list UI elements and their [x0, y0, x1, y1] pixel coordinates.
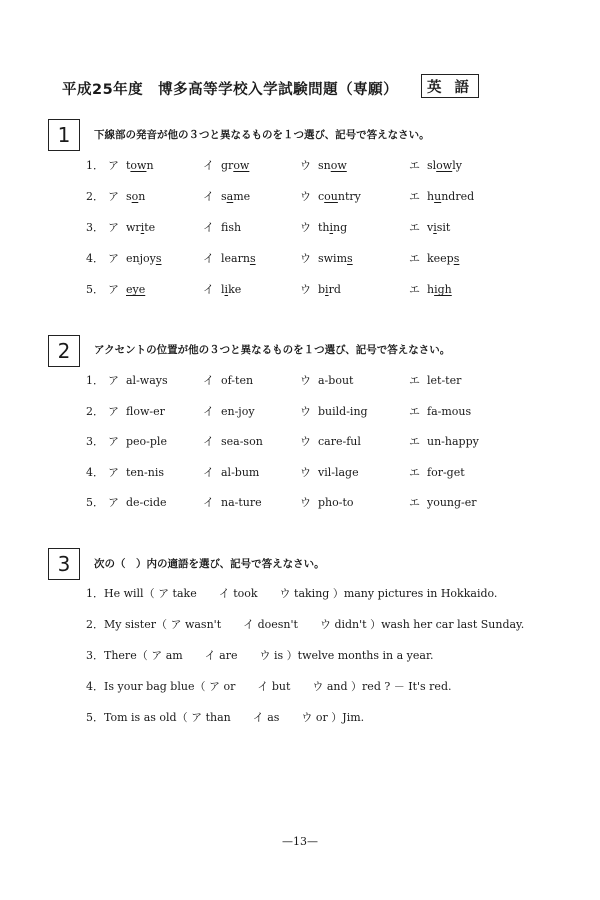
option-key: ウ — [300, 159, 311, 172]
option-text: peo-ple — [126, 435, 167, 448]
question-number: 1． — [86, 374, 104, 387]
section-3-number: 3 — [48, 548, 80, 580]
answer-option — [203, 219, 241, 235]
option-text: ten-nis — [126, 465, 164, 479]
option-key: イ — [203, 221, 214, 234]
option-underlined: i — [224, 283, 229, 296]
option-key: ア — [108, 252, 119, 265]
section-3-sentence: 2．My sister（ ア wasn't イ doesn't ウ didn't ）wash her car last Sunday. — [86, 618, 525, 631]
answer-option — [108, 219, 155, 235]
question-number: 5． — [86, 496, 104, 509]
option-key: エ — [409, 465, 420, 479]
option-text: for-get — [427, 465, 465, 479]
option-text: vil-lage — [318, 465, 359, 479]
section-2-instruction: アクセントの位置が他の３つと異なるものを１つ選び、記号で答えなさい。 — [94, 344, 451, 356]
section-3-sentence: 3．There（ ア am イ are ウ is ）twelve months in a year. — [86, 649, 434, 662]
answer-option — [108, 403, 165, 419]
option-text: ke — [228, 283, 242, 296]
option-text: pho-to — [318, 496, 354, 509]
option-text: un-happy — [427, 435, 479, 448]
answer-option — [203, 464, 259, 480]
option-text: al-bum — [221, 465, 260, 479]
answer-option — [300, 494, 354, 510]
answer-option — [300, 403, 368, 419]
question-row — [86, 372, 556, 390]
option-text: f — [221, 221, 229, 234]
section-3-instruction: 次の（ ）内の適語を選び、記号で答えなさい。 — [94, 558, 325, 570]
answer-option — [108, 464, 164, 480]
option-key: エ — [409, 496, 420, 509]
answer-option — [300, 188, 361, 204]
question-row — [86, 250, 556, 268]
question-row — [86, 403, 556, 421]
option-underlined: eye — [126, 283, 146, 296]
answer-option — [300, 281, 341, 297]
answer-option — [409, 157, 462, 173]
option-key: ウ — [300, 465, 311, 479]
option-key: ア — [108, 283, 119, 296]
option-key: エ — [409, 374, 420, 387]
option-text: v — [427, 221, 434, 234]
option-text: h — [427, 190, 435, 203]
option-text: l — [221, 283, 225, 296]
option-text: a-bout — [318, 374, 354, 387]
option-key: ウ — [300, 496, 311, 509]
question-number: 3． — [86, 435, 104, 448]
option-text: b — [318, 283, 326, 296]
option-underlined: o — [131, 190, 139, 203]
answer-option — [203, 433, 263, 449]
answer-option — [108, 494, 167, 510]
question-number: 3． — [86, 221, 104, 234]
option-key: ア — [108, 496, 119, 509]
option-key: イ — [203, 252, 214, 265]
option-text: en-joy — [221, 404, 255, 418]
option-text: rd — [328, 283, 341, 296]
option-underlined: s — [347, 252, 353, 265]
question-row — [86, 219, 556, 237]
option-text: de-cide — [126, 496, 167, 509]
answer-option — [203, 281, 241, 297]
answer-option — [409, 188, 474, 204]
option-text: sh — [228, 221, 242, 234]
option-key: イ — [203, 283, 214, 296]
option-text: swim — [318, 252, 348, 265]
option-key: ア — [108, 435, 119, 448]
answer-option — [409, 219, 450, 235]
answer-option — [409, 403, 471, 419]
option-key: ウ — [300, 221, 311, 234]
option-text: me — [233, 190, 251, 203]
option-key: ウ — [300, 252, 311, 265]
question-row — [86, 433, 556, 451]
answer-option — [300, 464, 359, 480]
answer-option — [409, 464, 465, 480]
answer-option — [203, 188, 250, 204]
question-number: 4． — [86, 252, 104, 265]
option-key: イ — [203, 374, 214, 387]
question-row — [86, 494, 556, 512]
option-text: sl — [427, 159, 437, 172]
option-text: young-er — [427, 496, 477, 509]
answer-option — [409, 250, 459, 266]
option-key: エ — [409, 221, 420, 234]
section-3-sentence: 5．Tom is as old（ ア than イ as ウ or ）Jim. — [86, 711, 365, 724]
option-text: al-ways — [126, 374, 168, 387]
option-key: エ — [409, 252, 420, 265]
option-text: ndred — [441, 190, 475, 203]
option-text: ly — [452, 159, 462, 172]
answer-option — [300, 372, 353, 388]
option-text: n — [138, 190, 146, 203]
option-text: enjoy — [126, 252, 156, 265]
option-key: ウ — [300, 404, 311, 418]
option-key: イ — [203, 190, 214, 203]
option-text: keep — [427, 252, 454, 265]
option-key: エ — [409, 404, 420, 418]
option-key: イ — [203, 435, 214, 448]
option-key: ア — [108, 190, 119, 203]
option-underlined: ow — [436, 159, 453, 172]
question-row — [86, 157, 556, 175]
option-key: ウ — [300, 374, 311, 387]
option-underlined: u — [434, 190, 442, 203]
question-number: 2． — [86, 404, 104, 418]
answer-option — [203, 157, 249, 173]
question-number: 2． — [86, 190, 104, 203]
section-1-instruction: 下線部の発音が他の３つと異なるものを１つ選び、記号で答えなさい。 — [94, 129, 430, 141]
subject-box: 英 語 — [421, 74, 479, 98]
option-text: n — [146, 159, 154, 172]
option-key: エ — [409, 283, 420, 296]
option-text: sit — [436, 221, 451, 234]
option-key: ウ — [300, 435, 311, 448]
option-underlined: ow — [130, 159, 147, 172]
option-underlined: i — [433, 221, 437, 234]
question-number: 1． — [86, 159, 104, 172]
option-key: ア — [108, 465, 119, 479]
option-text: let-ter — [427, 374, 462, 387]
question-row — [86, 281, 556, 299]
answer-option — [409, 433, 479, 449]
page-title: 平成25年度 博多高等学校入学試験問題（専願） — [62, 82, 399, 98]
question-row — [86, 464, 556, 482]
option-underlined: igh — [434, 283, 452, 296]
option-text: na-ture — [221, 496, 262, 509]
option-text: of-ten — [221, 374, 254, 387]
option-text: ng — [333, 221, 348, 234]
answer-option — [409, 494, 477, 510]
option-key: ア — [108, 159, 119, 172]
answer-option — [203, 403, 255, 419]
option-text: th — [318, 221, 330, 234]
answer-option — [409, 372, 461, 388]
answer-option — [300, 250, 353, 266]
answer-option — [300, 219, 347, 235]
question-number: 4． — [86, 465, 104, 479]
answer-option — [108, 372, 168, 388]
answer-option — [108, 433, 167, 449]
answer-option — [300, 433, 361, 449]
option-text: care-ful — [318, 435, 361, 448]
answer-option — [108, 250, 162, 266]
option-text: te — [144, 221, 156, 234]
option-key: ア — [108, 221, 119, 234]
answer-option — [108, 188, 145, 204]
option-text: s — [221, 190, 227, 203]
option-text: t — [126, 159, 131, 172]
option-underlined: a — [226, 190, 234, 203]
option-key: イ — [203, 496, 214, 509]
option-text: gr — [221, 159, 234, 172]
option-text: fa-mous — [427, 404, 472, 418]
answer-option — [108, 157, 154, 173]
option-key: ウ — [300, 190, 311, 203]
option-underlined: s — [155, 252, 162, 265]
option-key: エ — [409, 190, 420, 203]
option-underlined: i — [140, 221, 145, 234]
option-text: ntry — [337, 190, 361, 203]
section-1-number: 1 — [48, 119, 80, 151]
answer-option — [108, 281, 145, 297]
option-text: flow-er — [126, 404, 165, 418]
option-text: c — [318, 190, 325, 203]
option-underlined: s — [453, 252, 460, 265]
option-text: h — [427, 283, 435, 296]
answer-option — [203, 250, 256, 266]
option-text: s — [126, 190, 132, 203]
answer-option — [203, 494, 262, 510]
option-key: エ — [409, 159, 420, 172]
option-underlined: s — [249, 252, 256, 265]
section-3-sentence: 4．Is your bag blue（ ア or イ but ウ and ）red ? － It's red. — [86, 680, 452, 693]
option-key: イ — [203, 465, 214, 479]
option-underlined: i — [329, 221, 334, 234]
section-3-sentence: 1．He will（ ア take イ took ウ taking ）many pictures in Hokkaido. — [86, 587, 498, 600]
option-text: sea-son — [221, 435, 263, 448]
option-underlined: ou — [324, 190, 338, 203]
option-key: イ — [203, 159, 214, 172]
option-key: エ — [409, 435, 420, 448]
option-underlined: i — [325, 283, 329, 296]
option-key: ア — [108, 374, 119, 387]
option-key: イ — [203, 404, 214, 418]
option-key: ウ — [300, 283, 311, 296]
answer-option — [409, 281, 452, 297]
option-underlined: ow — [330, 159, 347, 172]
section-2-number: 2 — [48, 335, 80, 367]
answer-option — [203, 372, 253, 388]
option-text: wr — [126, 221, 141, 234]
page-number: —13— — [282, 835, 318, 848]
option-underlined: ow — [233, 159, 250, 172]
option-key: ア — [108, 404, 119, 418]
question-row — [86, 188, 556, 206]
answer-option — [300, 157, 347, 173]
option-text: build-ing — [318, 404, 368, 418]
question-number: 5． — [86, 283, 104, 296]
option-text: learn — [221, 252, 250, 265]
option-text: sn — [318, 159, 331, 172]
